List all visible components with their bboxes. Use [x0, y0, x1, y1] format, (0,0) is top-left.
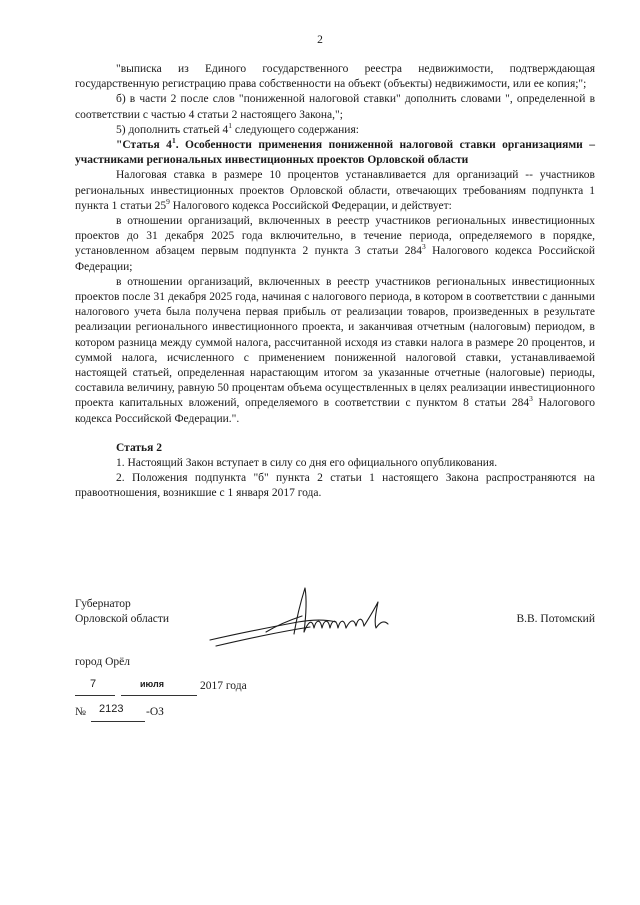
- superscript: 3: [421, 242, 426, 252]
- number-sign: №: [75, 706, 86, 718]
- text-run: б) в части 2 после слов "пониженной налоговой ставки" дополнить словами ", определенной в соответствии с частью 4 статьи 2 настоящего Закона,";: [75, 93, 595, 121]
- text-run: 1. Настоящий Закон вступает в силу со дня его официального опубликования.: [116, 457, 498, 470]
- document-body: [75, 62, 595, 502]
- text-run: Налогового кодекса Российской Федерации;: [75, 245, 595, 273]
- text-run: в отношении организаций, включенных в реестр участников региональных инвестиционных проектов после 31 декабря 2025 года, начиная с налогового периода, в котором в соответствии с данными налогового учета была получена первая прибыль от реализации товаров, произведенных в результате реализации регионального инвестиционного проекта, и заканчивая отчетным (налоговым) периодом, в котором разница между суммой налога, рассчитанной исходя из ставки налога в размере 20 процентов, и суммой налога, исчисленного с применением пониженной налоговой ставки, устанавливаемой настоящей статьей, определенная нарастающим итогом за указанные отчетные (налоговые) периоды, составила величину, равную 50 процентам объема осуществленных в целях реализации инвестиционного проекта капитальных вложений, определяемого в соответствии с пунктом 8 статьи 284: [75, 275, 595, 410]
- law-number: 2123: [99, 703, 124, 715]
- law-number-suffix: -ОЗ: [146, 706, 164, 718]
- text-run: 5) дополнить статьей 4: [116, 123, 229, 136]
- number-underline: [91, 721, 145, 722]
- date-year: 2017 года: [200, 680, 247, 692]
- text-run: Статья 2: [116, 441, 162, 454]
- signatory-title-line1: Губернатор: [75, 598, 131, 610]
- paragraph-2: [75, 120, 595, 138]
- page-number: 2: [317, 34, 323, 46]
- text-run: Налогового кодекса Российской Федерации, и действует:: [169, 199, 452, 212]
- text-run: 2. Положения подпункта "б" пункта 2 статьи 1 настоящего Закона распространяются на правоотношения, возникшие с 1 января 2017 года.: [75, 472, 595, 500]
- date-line: [75, 680, 335, 700]
- paragraph-5: [75, 214, 595, 275]
- text-run: следующего содержания:: [231, 123, 359, 136]
- date-day: 7: [90, 678, 97, 690]
- paragraph-gap: [75, 427, 595, 441]
- paragraph-9: [75, 456, 595, 471]
- text-run: . Особенности применения пониженной налоговой ставки организациями – участниками региональных инвестиционных проектов Орловской области: [75, 139, 596, 167]
- text-run: Налогового кодекса Российской Федерации.".: [75, 397, 596, 425]
- superscript: 3: [529, 394, 533, 404]
- law-number-line: [75, 703, 275, 726]
- text-run: "Статья 4: [116, 139, 172, 152]
- paragraph-6: [75, 275, 595, 427]
- date-month: июля: [140, 679, 164, 689]
- paragraph-1: [75, 92, 595, 122]
- month-underline: [121, 695, 197, 696]
- text-run: Налоговая ставка в размере 10 процентов устанавливается для организаций -- участников региональных инвестиционных проектов Орловской области, отвечающих требованиям подпункта 1 пункта 1 статьи 25: [75, 169, 595, 212]
- paragraph-10: [75, 471, 595, 501]
- handwritten-signature: [206, 582, 396, 654]
- superscript: 1: [228, 120, 232, 130]
- paragraph-4: [75, 168, 595, 214]
- text-run: "выписка из Единого государственного реестра недвижимости, подтверждающая государственную регистрацию права собственности на объект (объекты) недвижимости, или ее копия;";: [75, 63, 595, 91]
- superscript: 1: [171, 136, 176, 146]
- paragraph-8: [75, 441, 595, 456]
- paragraph-0: [75, 62, 595, 92]
- signer-name: В.В. Потомский: [516, 613, 595, 625]
- city-line: город Орёл: [75, 656, 130, 668]
- signatory-title-line2: Орловской области: [75, 613, 170, 625]
- day-underline: [75, 695, 115, 696]
- paragraph-3: [75, 138, 595, 168]
- superscript: 9: [166, 197, 170, 206]
- text-run: в отношении организаций, включенных в реестр участников региональных инвестиционных проектов до 31 декабря 2025 года включительно, в течение периода, определяемого в порядке, установленном абзацем первым подпункта 2 пункта 3 статьи 284: [75, 215, 595, 258]
- signatory-title: [75, 597, 169, 627]
